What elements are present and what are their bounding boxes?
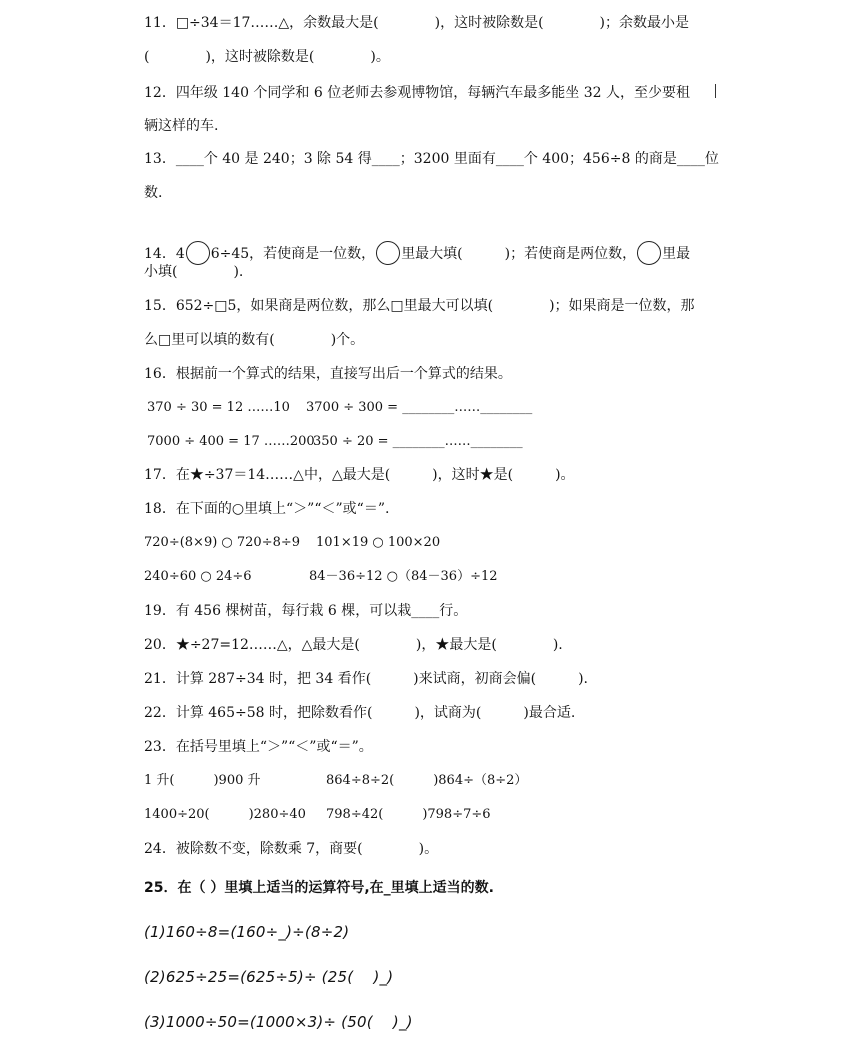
q14-part-c: 里最大填( )；若使商是两位数， bbox=[401, 246, 637, 262]
q18-expr-4: 84－36÷12 ○（84－36）÷12 bbox=[309, 569, 498, 584]
q11-line2: ( )，这时被除数是( )。 bbox=[144, 49, 390, 65]
q25-part-3: (3)1000÷50=(1000×3)÷ (50( )_) bbox=[144, 1013, 413, 1031]
q14-part-a: 14．4 bbox=[144, 246, 185, 262]
q23-expr-2: 864÷8÷2( )864÷（8÷2） bbox=[326, 773, 528, 788]
q14-line1 bbox=[144, 223, 690, 265]
circle-blank-3 bbox=[637, 241, 661, 265]
q12-line1: 12．四年级 140 个同学和 6 位老师去参观博物馆，每辆汽车最多能坐 32 人，至少要租 bbox=[144, 85, 690, 101]
q25-line1: 25．在（ ）里填上适当的运算符号,在_里填上适当的数. bbox=[144, 880, 494, 896]
q15-line2: 么□里可以填的数有( )个。 bbox=[144, 332, 365, 348]
q18-expr-1: 720÷(8×9) ○ 720÷8÷9 bbox=[144, 535, 301, 550]
q17-line1: 17．在★÷37＝14……△中，△最大是( )，这时★是( )。 bbox=[144, 467, 575, 483]
q12-line2: 辆这样的车. bbox=[144, 118, 219, 134]
q18-expr-2: 101×19 ○ 100×20 bbox=[316, 535, 441, 550]
q16-expr-2: 3700 ÷ 300 = ________……________ bbox=[306, 400, 533, 415]
margin-mark bbox=[715, 84, 716, 98]
q16-line1: 16．根据前一个算式的结果，直接写出后一个算式的结果。 bbox=[144, 366, 512, 382]
q23-expr-1: 1 升( )900 升 bbox=[144, 773, 261, 788]
q21-line1: 21．计算 287÷34 时，把 34 看作( )来试商，初商会偏( ). bbox=[144, 671, 588, 687]
q23-expr-4: 798÷42( )798÷7÷6 bbox=[326, 807, 491, 822]
circle-blank-1 bbox=[186, 241, 210, 265]
q25-part-1: (1)160÷8=(160÷_)÷(8÷2) bbox=[144, 923, 350, 941]
q14-line2: 小填( ). bbox=[144, 264, 244, 280]
q14-part-b: 6÷45，若使商是一位数， bbox=[210, 246, 376, 262]
q16-expr-1: 370 ÷ 30 = 12 ……10 bbox=[147, 400, 290, 415]
circle-blank-2 bbox=[376, 241, 400, 265]
q19-line1: 19．有 456 棵树苗，每行栽 6 棵，可以栽____行。 bbox=[144, 603, 468, 619]
q16-expr-4: 350 ÷ 20 = ________……________ bbox=[313, 434, 523, 449]
q25-part-2: (2)625÷25=(625÷5)÷ (25( )_) bbox=[144, 968, 394, 986]
q23-expr-3: 1400÷20( )280÷40 bbox=[144, 807, 306, 822]
q24-line1: 24．被除数不变，除数乘 7，商要( )。 bbox=[144, 841, 439, 857]
q23-line1: 23．在括号里填上“＞”“＜”或“＝”。 bbox=[144, 739, 373, 755]
q15-line1: 15．652÷□5，如果商是两位数，那么□里最大可以填( )；如果商是一位数，那 bbox=[144, 298, 695, 314]
q13-line2: 数. bbox=[144, 185, 163, 201]
q18-line1: 18．在下面的○里填上“＞”“＜”或“＝”. bbox=[144, 501, 390, 517]
q14-part-d: 里最 bbox=[662, 246, 691, 262]
q20-line1: 20．★÷27=12……△，△最大是( )，★最大是( ). bbox=[144, 637, 563, 653]
q11-line1: 11．□÷34＝17……△，余数最大是( )，这时被除数是( )；余数最小是 bbox=[144, 15, 690, 31]
q18-expr-3: 240÷60 ○ 24÷6 bbox=[144, 569, 252, 584]
q13-line1: 13．____个 40 是 240；3 除 54 得____；3200 里面有____个 400；456÷8 的商是____位 bbox=[144, 151, 719, 167]
q22-line1: 22．计算 465÷58 时，把除数看作( )，试商为( )最合适. bbox=[144, 705, 576, 721]
q16-expr-3: 7000 ÷ 400 = 17 ……200 bbox=[147, 434, 315, 449]
